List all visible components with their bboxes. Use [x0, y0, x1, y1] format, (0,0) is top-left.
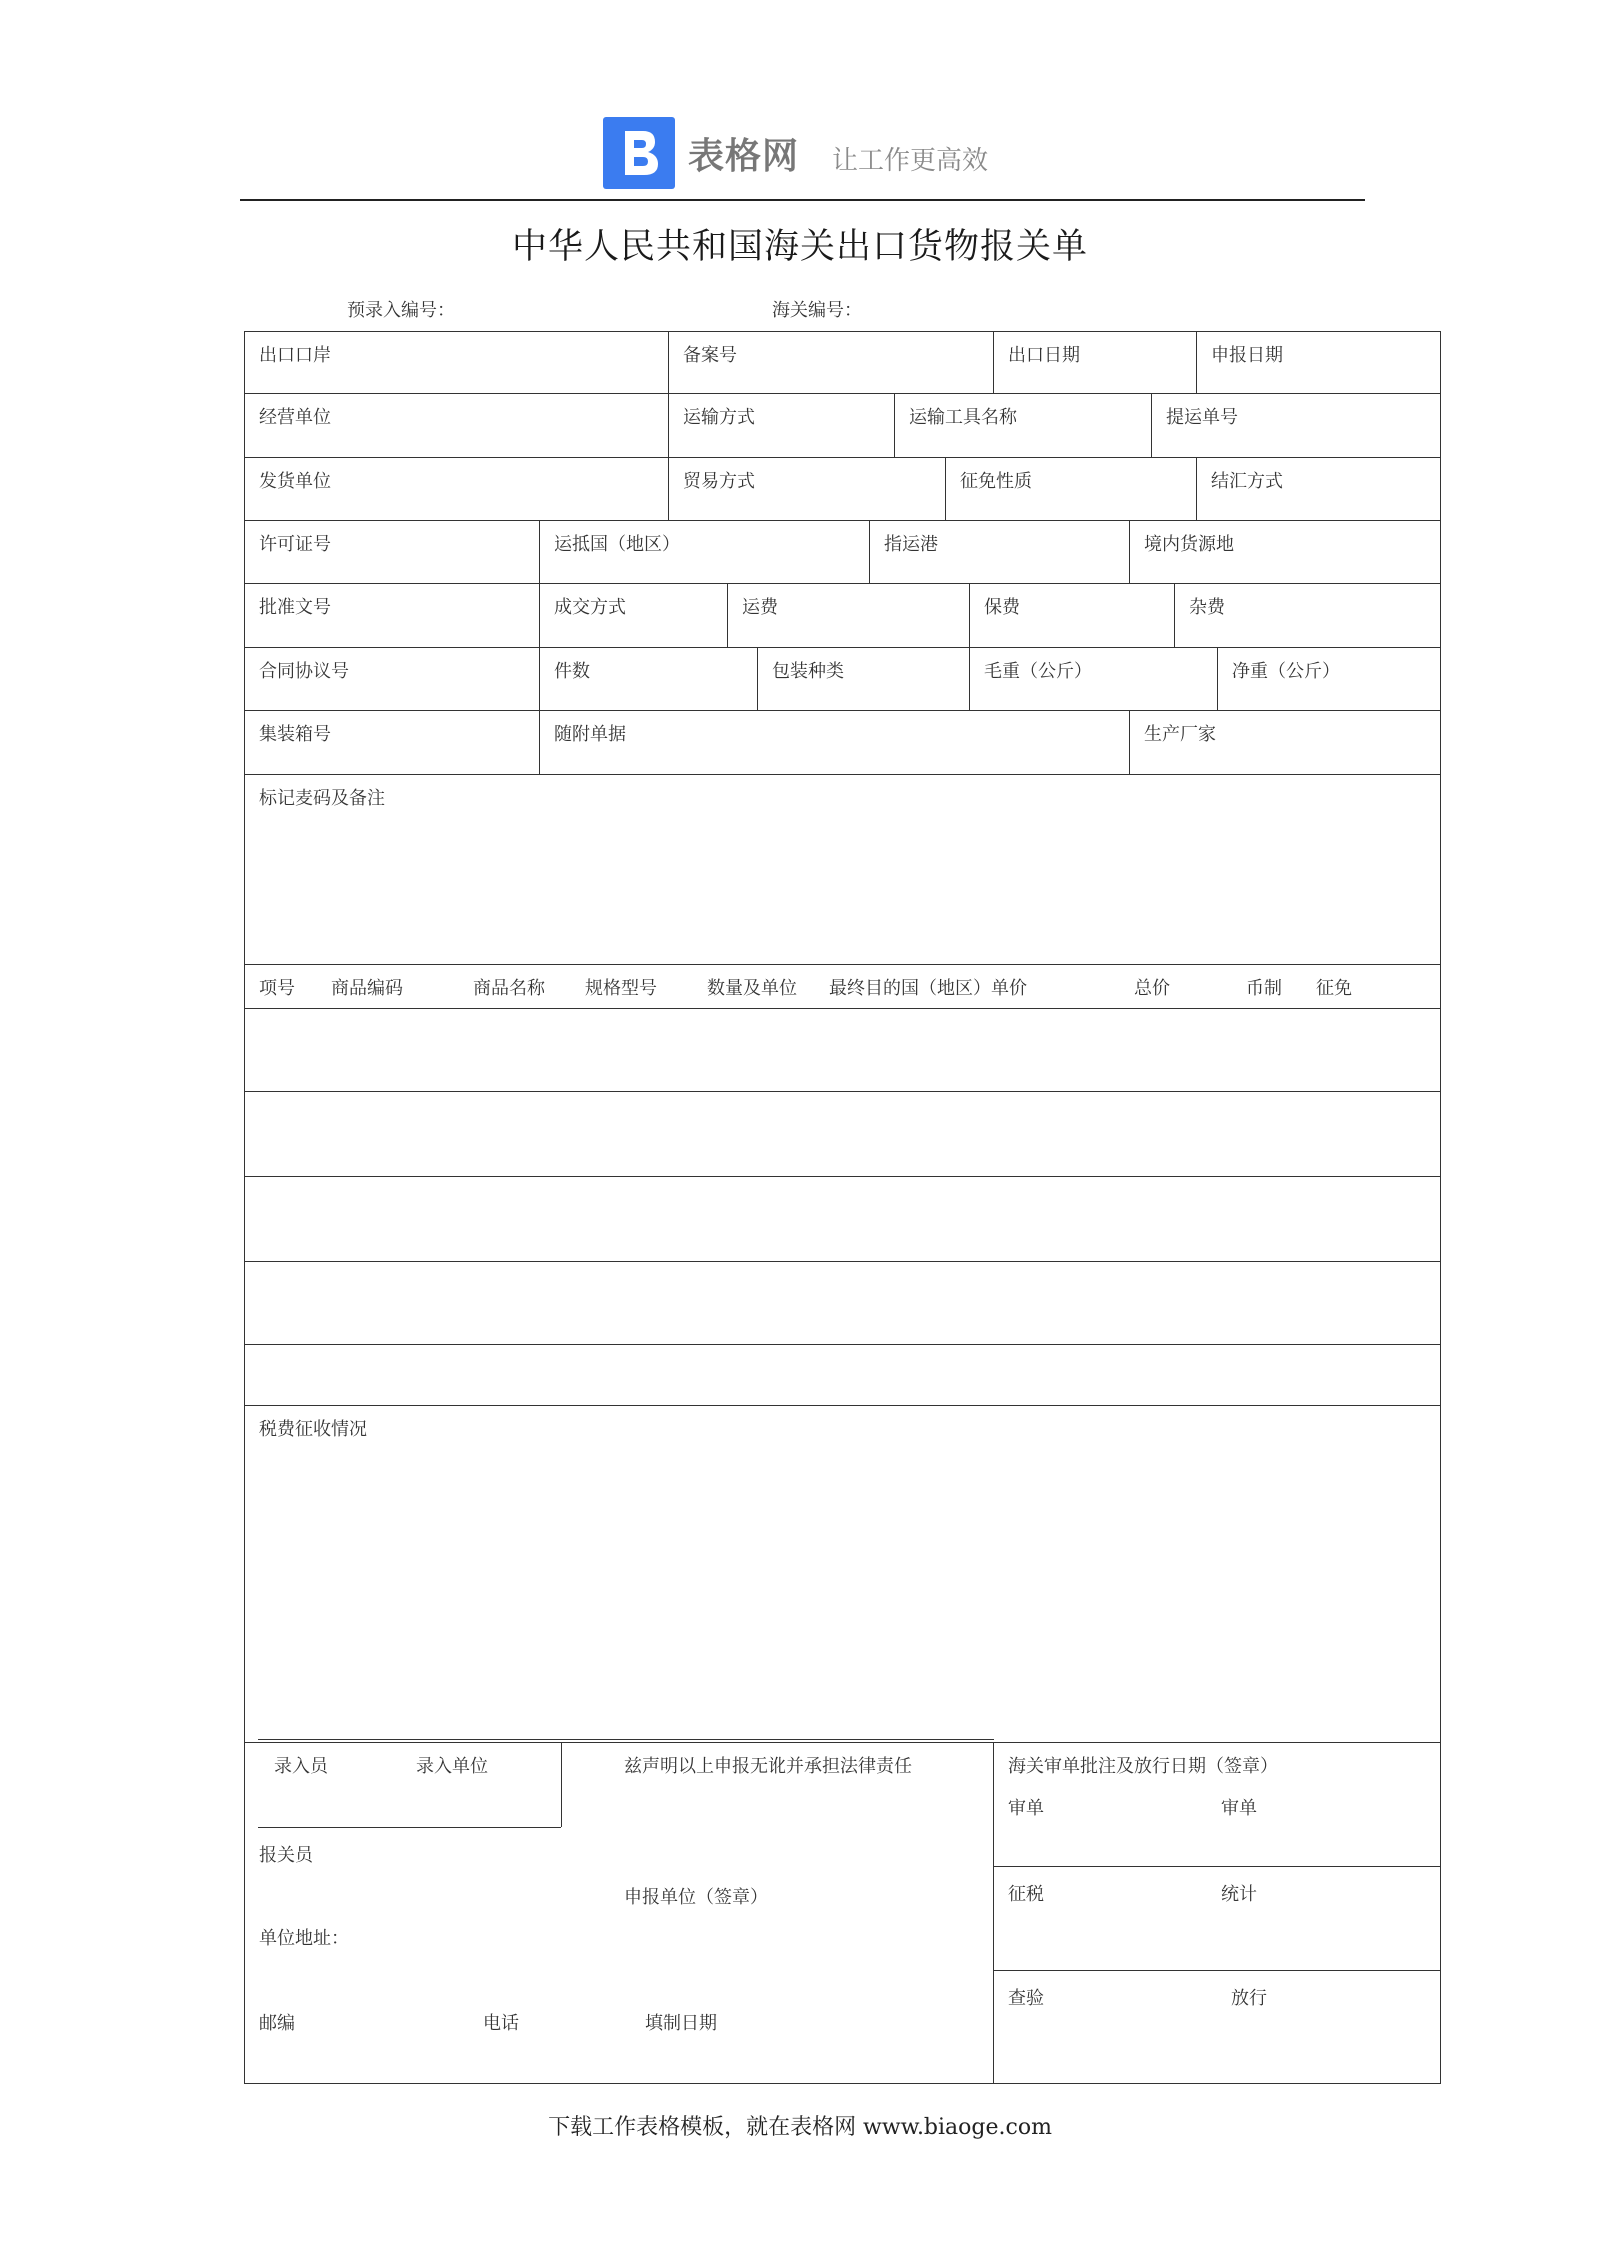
- total-price-header: 总价: [1134, 978, 1170, 999]
- inspection-label: 查验: [1008, 1988, 1044, 2009]
- declaring-unit-seal-label: 申报单位（签章）: [624, 1887, 768, 1908]
- row-divider: [244, 1176, 1441, 1177]
- settlement-method-label: 结汇方式: [1211, 471, 1283, 492]
- col-divider: [668, 393, 669, 457]
- brand-name: 表格网: [688, 136, 800, 177]
- unit-address-label: 单位地址：: [259, 1928, 349, 1949]
- col-divider: [969, 647, 970, 710]
- commodity-code-header: 商品编码: [331, 978, 403, 999]
- col-divider: [539, 710, 540, 774]
- fill-date-label: 填制日期: [645, 2013, 717, 2034]
- approval-divider: [993, 1866, 1441, 1867]
- customs-approval-label: 海关审单批注及放行日期（签章）: [1008, 1756, 1278, 1777]
- bill-of-lading-label: 提运单号: [1166, 407, 1238, 428]
- operating-unit-label: 经营单位: [259, 407, 331, 428]
- gross-weight-label: 毛重（公斤）: [984, 661, 1092, 682]
- col-divider: [1196, 457, 1197, 520]
- row-divider: [244, 1344, 1441, 1345]
- row-divider: [244, 1008, 1441, 1009]
- approval-number-label: 批准文号: [259, 597, 331, 618]
- consignor-label: 发货单位: [259, 471, 331, 492]
- row-divider: [244, 1091, 1441, 1092]
- form-title: 中华人民共和国海关出口货物报关单: [511, 227, 1088, 267]
- freight-label: 运费: [742, 597, 778, 618]
- spec-model-header: 规格型号: [585, 978, 657, 999]
- col-divider: [969, 583, 970, 647]
- marks-remarks-label: 标记麦码及备注: [259, 788, 385, 809]
- col-divider: [894, 393, 895, 457]
- attached-documents-label: 随附单据: [554, 724, 626, 745]
- biaoge-logo-icon: [603, 117, 675, 189]
- currency-header: 币制: [1246, 978, 1282, 999]
- row-divider: [244, 774, 1441, 775]
- approval-divider: [993, 1970, 1441, 1971]
- row-divider: [244, 457, 1441, 458]
- row-divider: [244, 1405, 1441, 1406]
- levy-exemption-nature-label: 征免性质: [960, 471, 1032, 492]
- col-divider: [757, 647, 758, 710]
- row-divider: [244, 393, 1441, 394]
- row-divider: [244, 647, 1441, 648]
- transport-vehicle-name-label: 运输工具名称: [909, 407, 1017, 428]
- row-divider: [244, 1261, 1441, 1262]
- package-count-label: 件数: [554, 661, 590, 682]
- tax-levy-label: 征税: [1008, 1884, 1044, 1905]
- header-divider: [240, 199, 1365, 201]
- col-divider: [1129, 710, 1130, 774]
- destination-unit-price-header: 最终目的国（地区）单价: [829, 978, 1027, 999]
- transaction-method-label: 成交方式: [554, 597, 626, 618]
- entry-box-bottom: [258, 1827, 561, 1828]
- contract-number-label: 合同协议号: [259, 661, 349, 682]
- row-divider: [244, 710, 1441, 711]
- brand-slogan: 让工作更高效: [832, 146, 989, 176]
- net-weight-label: 净重（公斤）: [1232, 661, 1340, 682]
- entry-clerk-label: 录入员: [274, 1756, 328, 1777]
- form-bottom-border: [244, 2083, 1441, 2084]
- export-port-label: 出口口岸: [259, 345, 331, 366]
- footer-text: 下载工作表格模板，就在表格网 www.biaoge.com: [548, 2115, 1052, 2140]
- levy-exemption-header: 征免: [1316, 978, 1352, 999]
- domestic-source-label: 境内货源地: [1144, 534, 1234, 555]
- statistics-label: 统计: [1221, 1884, 1257, 1905]
- license-number-label: 许可证号: [259, 534, 331, 555]
- phone-label: 电话: [483, 2013, 519, 2034]
- col-divider: [668, 331, 669, 393]
- col-divider: [539, 520, 540, 583]
- package-type-label: 包装种类: [772, 661, 844, 682]
- col-divider: [869, 520, 870, 583]
- quantity-unit-header: 数量及单位: [707, 978, 797, 999]
- col-divider: [1196, 331, 1197, 393]
- col-divider: [1217, 647, 1218, 710]
- col-divider: [945, 457, 946, 520]
- commodity-name-header: 商品名称: [473, 978, 545, 999]
- transport-mode-label: 运输方式: [683, 407, 755, 428]
- manufacturer-label: 生产厂家: [1144, 724, 1216, 745]
- form-top-border: [244, 331, 1441, 332]
- col-divider: [668, 457, 669, 520]
- row-divider: [244, 1742, 1441, 1743]
- review-label-2: 审单: [1221, 1798, 1257, 1819]
- pre-entry-number-label: 预录入编号：: [347, 300, 455, 321]
- col-divider: [539, 647, 540, 710]
- postcode-label: 邮编: [259, 2013, 295, 2034]
- col-divider: [539, 583, 540, 647]
- col-divider: [1129, 520, 1130, 583]
- entry-unit-label: 录入单位: [416, 1756, 488, 1777]
- row-divider: [244, 964, 1441, 965]
- form-right-border: [1440, 331, 1441, 2083]
- insurance-label: 保费: [984, 597, 1020, 618]
- customs-number-label: 海关编号：: [772, 300, 862, 321]
- customs-broker-label: 报关员: [259, 1845, 313, 1866]
- export-date-label: 出口日期: [1008, 345, 1080, 366]
- col-divider: [1151, 393, 1152, 457]
- bottom-col-divider: [993, 1742, 994, 2083]
- release-label: 放行: [1231, 1988, 1267, 2009]
- form-left-border: [244, 331, 245, 2083]
- destination-country-label: 运抵国（地区）: [554, 534, 680, 555]
- declaration-date-label: 申报日期: [1211, 345, 1283, 366]
- record-number-label: 备案号: [683, 345, 737, 366]
- container-number-label: 集装箱号: [259, 724, 331, 745]
- col-divider: [993, 331, 994, 393]
- destination-port-label: 指运港: [884, 534, 938, 555]
- misc-charges-label: 杂费: [1189, 597, 1225, 618]
- col-divider: [1174, 583, 1175, 647]
- row-divider: [244, 583, 1441, 584]
- declaration-top-line: [258, 1739, 994, 1740]
- col-divider: [727, 583, 728, 647]
- row-divider: [244, 520, 1441, 521]
- trade-mode-label: 贸易方式: [683, 471, 755, 492]
- entry-box-right: [561, 1742, 562, 1827]
- declaration-statement: 兹声明以上申报无讹并承担法律责任: [624, 1756, 912, 1777]
- review-label-1: 审单: [1008, 1798, 1044, 1819]
- item-number-header: 项号: [259, 978, 295, 999]
- tax-levy-status-label: 税费征收情况: [259, 1419, 367, 1440]
